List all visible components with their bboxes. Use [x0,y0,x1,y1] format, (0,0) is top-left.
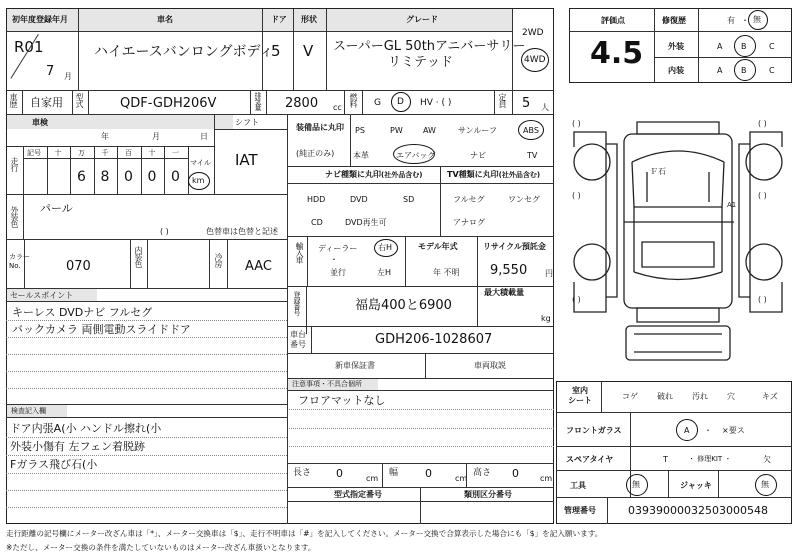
body-shape: V [303,42,314,60]
management-value: 03939000032503000548 [628,504,768,517]
usage-value: 自家用 [30,96,63,109]
fuel-label: 燃料 [349,93,358,107]
repair-label: 修復歴 [662,16,686,25]
equipment-sub: (純正のみ) [296,149,335,158]
width-label: 幅 [389,468,399,478]
displacement-label: 排気量 [254,92,262,110]
diagram-mark-a1: A1 [727,201,737,209]
length-value: 0 [336,467,343,480]
mileage-digit-4: 0 [171,169,180,185]
mileage-header-5: 十 [148,149,156,157]
inspector-line2: 外装小傷有 左フェン着脱跡 [10,440,145,453]
spare-kit: ・ 修理KIT ・ [688,455,732,463]
diag-paren-4: ( ) [758,191,767,200]
door-count: 5 [271,42,281,60]
displacement-value: 2800 [285,96,319,111]
diagram-mark-front: Ｆ石 [650,167,666,176]
grade-line1: スーパーGL 50thアニバーサリー [333,39,526,54]
km-label: km [192,176,205,185]
model-value: QDF-GDH206V [120,96,217,111]
tv-header: TV種類に丸印(社外品含む) [447,170,541,179]
capacity-value: 5 [522,96,531,111]
fuel-g: G [374,98,381,108]
model-year-label: モデル年式 [418,242,458,251]
interior-c: C [769,66,775,75]
footer-line2: ※ただし、メーター交換の条件を満たしていないものはメーター改ざん車扱いとなります。 [6,543,316,552]
navi-hdd: HDD [307,195,326,204]
car-diagram [562,112,794,368]
equip-leather: 本革 [353,151,369,160]
inspector-line3: Fガラス飛び石(小 [10,458,98,471]
color-no-label: カラー No. [9,253,30,271]
repair-yes: 有 [727,16,735,25]
height-cm: cm [540,474,553,483]
import-parallel: 並行 [330,268,346,277]
diag-paren-6: ( ) [758,295,767,304]
ac-value: AAC [245,259,272,274]
notes-label: 注意事項・不具合個所 [292,380,362,388]
fuel-hv: HV · ( ) [420,98,452,108]
jack-label: ジャッキ [680,481,712,490]
import-dealer: ディーラー [318,244,358,253]
navi-cd: CD [311,218,323,227]
spare-t: T [663,455,668,464]
cc-unit: cc [333,103,342,112]
equip-aw: AW [423,126,436,135]
exterior-b: B [741,42,747,51]
glass-a: A [684,426,690,435]
color-no-value: 070 [66,259,91,274]
exterior-a: A [717,42,723,51]
shape-label: 形状 [301,15,317,24]
max-load-label: 最大積載量 [484,288,524,297]
diag-paren-3: ( ) [572,191,581,200]
right-h: 右H [378,243,393,252]
equip-abs: ABS [523,126,539,135]
interior-a: A [717,66,723,75]
shaken-year-unit: 年 [101,132,109,141]
shift-label: シフト [235,118,259,127]
tv-oneseg: ワンセグ [508,195,540,204]
mileage-label: 走行 [10,157,19,171]
navi-sd: SD [403,195,415,204]
spare-label: スペアタイヤ [566,455,614,464]
mileage-header-4: 百 [125,149,132,157]
width-value: 0 [425,467,432,480]
seat-item-3: 穴 [727,392,735,401]
shift-value: IAT [235,151,258,169]
glass-sep: ・ [704,426,712,435]
interior-label: 内装 [668,66,684,75]
class-number-label: 類別区分番号 [464,490,512,499]
repair-sep: ・ [741,16,749,25]
inspector-label: 検査記入欄 [11,407,46,415]
color-value: パール [40,202,73,215]
grade-label: グレード [406,15,438,24]
navi-dvd-play: DVD再生可 [345,218,387,227]
equip-tv: TV [527,151,538,160]
seat-item-4: キズ [762,392,778,401]
sales-point-line1: キーレス DVDナビ フルセグ [12,306,153,319]
registration-plate: 福島400と6900 [355,298,452,313]
first-reg-year: R01 [14,38,44,56]
mileage-header-1: 十 [54,149,62,157]
length-cm: cm [366,474,379,483]
mile-label: マイル [190,159,211,167]
equip-pw: PW [390,126,403,135]
registration-label: 登録番号 [293,291,301,315]
notes-value: フロアマットなし [298,394,386,407]
equip-navi: ナビ [470,151,486,160]
sales-point-label: セールスポイント [10,291,74,300]
type-number-label: 型式指定番号 [334,490,382,499]
vehicle-manual: 車両取説 [474,361,506,370]
drive-2wd: 2WD [522,28,544,38]
navi-header: ナビ種類に丸印(社外品含む) [325,170,423,179]
mileage-header-6: 一 [172,149,179,157]
spare-none: 欠 [763,455,771,464]
footer-line1: 走行距離の記号欄にメーター改ざん車は「*」、メーター交換車は「$」、走行不明車は「#」を記入してください。メーター交換で合算表示した場合にも「$」を記入願います。 [6,529,603,538]
seat-item-2: 汚れ [692,392,708,401]
interior-seat-label: 室内 シート [568,386,592,406]
recycle-label: リサイクル預託金 [483,242,546,251]
car-name-label: 車名 [157,15,173,24]
management-label: 管理番号 [564,506,596,515]
diag-paren-5: ( ) [572,295,581,304]
equipment-label: 装備品に丸印 [296,123,344,132]
door-label: ドア [271,15,287,24]
color-note: 色替車は色替と記述 [206,227,278,236]
mileage-digit-2: 0 [124,169,133,185]
interior-color-label: 内装色 [134,246,143,267]
exterior-c: C [769,42,775,51]
mileage-header-2: 万 [78,149,85,157]
usage-label: 車歴 [9,93,18,107]
shaken-label: 車検 [32,118,48,127]
chassis-label: 車台 番号 [290,330,306,350]
height-label: 高さ [473,468,492,478]
left-h: 左H [377,268,392,277]
fuel-d: D [397,97,404,107]
width-cm: cm [455,474,468,483]
chassis-value: GDH206-1028607 [375,332,493,347]
jack-value: 無 [761,480,769,489]
mileage-header-3: 千 [101,149,109,157]
mileage-digit-3: 0 [147,169,157,185]
length-label: 長さ [293,468,312,478]
person-unit: 人 [541,103,549,112]
import-dot: ・ [330,255,338,264]
score-value: 4.5 [590,36,644,71]
ac-label: 冷房 [214,253,223,267]
navi-dvd: DVD [350,195,368,204]
grade-line2: リミテッド [388,55,454,70]
shaken-day-unit: 日 [200,132,208,141]
score-label: 評価点 [601,16,625,25]
tool-value: 無 [632,480,640,489]
kg-unit: kg [541,314,551,323]
import-label: 輸入車 [295,242,304,263]
equip-airbag: エアバッグ [396,151,436,160]
first-reg-month: 7 [46,64,55,79]
shaken-month-unit: 月 [152,132,160,141]
color-label: 外装色 [10,206,19,227]
model-label: 型式 [75,93,84,107]
seat-item-1: 破れ [657,392,673,401]
tv-analog: アナログ [453,218,485,227]
mileage-digit-1: 8 [100,169,110,185]
tool-label: 工具 [570,481,586,490]
month-unit: 月 [64,72,72,81]
sales-point-line2: バックカメラ 両側電動スライドドア [12,323,191,336]
repair-no: 無 [753,15,761,24]
capacity-label: 定員 [498,93,507,107]
car-name: ハイエースバンロングボディ [94,44,274,60]
tv-fullseg: フルセグ [453,195,485,204]
diag-paren-1: ( ) [572,119,581,128]
color-paren: ( ) [160,227,169,236]
seat-item-0: コゲ [622,392,638,401]
drive-4wd: 4WD [524,55,546,65]
model-year-value: 年 不明 [433,268,460,277]
mileage-header-0: 記号 [27,149,41,157]
recycle-value: 9,550 [490,263,528,278]
mileage-digit-0: 6 [77,169,86,185]
exterior-label: 外装 [668,42,684,51]
diag-paren-2: ( ) [758,119,767,128]
inspector-line1: ドア内張A(小 ハンドル擦れ(小 [10,422,162,435]
interior-b: B [741,66,747,75]
height-value: 0 [512,467,519,480]
yen-unit: 円 [545,269,553,278]
first-reg-label: 初年度登録年月 [12,15,68,24]
equip-ps: PS [355,126,365,135]
equip-sunroof: サンルーフ [458,126,497,135]
front-glass-label: フロントガラス [566,426,622,435]
glass-x: ×要ス [722,426,745,435]
new-car-warranty: 新車保証書 [335,361,375,370]
